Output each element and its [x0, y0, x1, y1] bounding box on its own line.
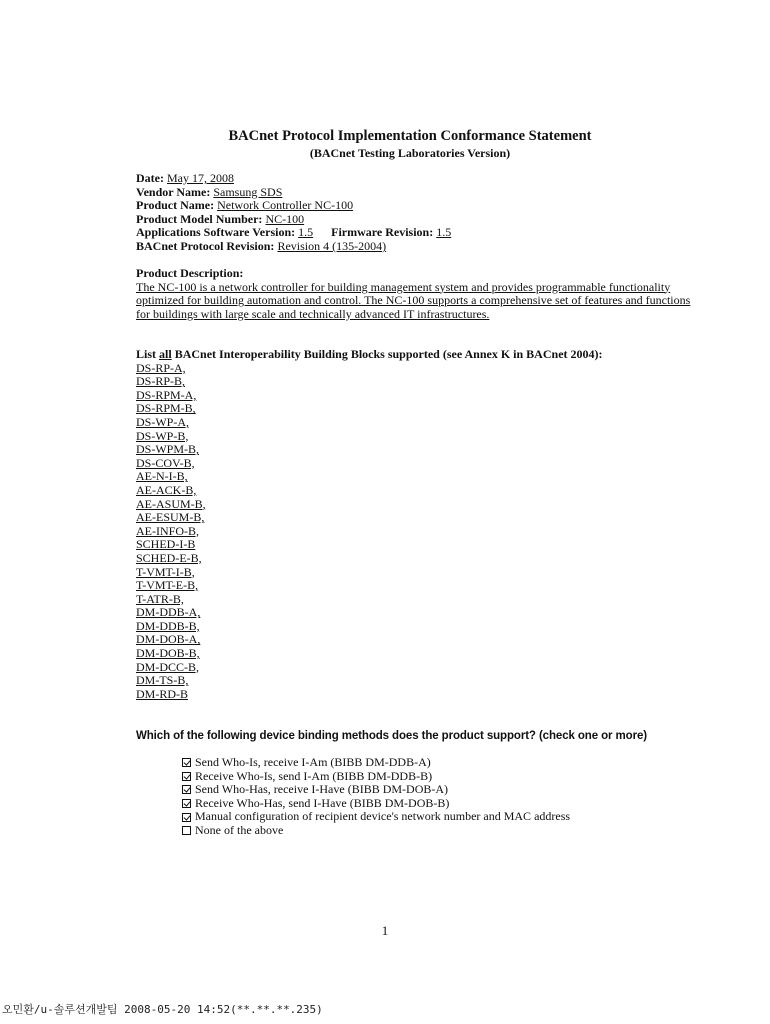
binding-option: [182, 770, 570, 784]
bibb-item: T-ATR-B,: [136, 591, 184, 606]
bibb-item: DS-COV-B,: [136, 455, 195, 470]
app-software-label: Applications Software Version:: [136, 225, 296, 240]
product-name-value: Network Controller NC-100: [217, 198, 354, 213]
bibbs-heading-suffix: BACnet Interoperability Building Blocks supported (see Annex K in BACnet 2004):: [171, 347, 603, 361]
bibb-item: DM-RD-B: [136, 686, 189, 701]
bibb-item: DS-WP-A,: [136, 414, 189, 429]
binding-option-label: None of the above: [195, 822, 284, 837]
binding-question: Which of the following device binding methods does the product support? (check one or more): [136, 730, 647, 742]
bibb-item: DS-RPM-A,: [136, 387, 197, 402]
protocol-revision-row: [136, 240, 451, 254]
bibb-item: T-VMT-E-B,: [136, 578, 199, 593]
protocol-revision-label: BACnet Protocol Revision:: [136, 238, 275, 253]
binding-option-label: Manual configuration of recipient device's network number and MAC address: [195, 809, 571, 824]
binding-option-label: Receive Who-Is, send I-Am (BIBB DM-DDB-B): [195, 768, 433, 783]
checked-checkbox-icon[interactable]: [182, 813, 191, 822]
header-info: [136, 172, 451, 254]
date-row: [136, 172, 451, 186]
bibbs-heading-prefix: List: [136, 347, 160, 361]
checked-checkbox-icon[interactable]: [182, 799, 191, 808]
bibb-item: SCHED-I-B: [136, 537, 196, 552]
bibb-item: DM-TS-B,: [136, 673, 189, 688]
binding-options: [182, 756, 570, 838]
bibbs-heading: [136, 348, 603, 362]
bibbs-heading-all: all: [159, 347, 172, 361]
bibb-item: T-VMT-I-B,: [136, 564, 195, 579]
app-software-value: 1.5: [298, 225, 314, 240]
vendor-label: Vendor Name:: [136, 184, 211, 199]
model-number-row: [136, 213, 451, 227]
firmware-value: 1.5: [436, 225, 452, 240]
software-firmware-row: [136, 226, 451, 240]
bibbs-section: [136, 348, 603, 701]
binding-option: [182, 783, 570, 797]
bibb-item: AE-INFO-B,: [136, 523, 199, 538]
vendor-value: Samsung SDS: [213, 184, 283, 199]
bibb-item: DS-RP-B,: [136, 374, 186, 389]
bibb-item: DM-DOB-A,: [136, 632, 201, 647]
checked-checkbox-icon[interactable]: [182, 772, 191, 781]
binding-option: [182, 810, 570, 824]
product-description: [136, 267, 696, 321]
date-value: May 17, 2008: [166, 171, 234, 185]
footer-stamp: 오민환/u-솔루션개발팀 2008-05-20 14:52(**.**.**.235): [2, 1003, 323, 1016]
bibb-item: AE-ASUM-B,: [136, 496, 206, 511]
bibb-item: DS-RP-A,: [136, 360, 186, 375]
protocol-revision-value: Revision 4 (135-2004): [277, 238, 387, 253]
bibb-item: DM-DDB-A,: [136, 605, 201, 620]
bibb-item: AE-ACK-B,: [136, 482, 197, 497]
binding-option-label: Receive Who-Has, send I-Have (BIBB DM-DOB-B): [195, 795, 450, 810]
bibb-item: SCHED-E-B,: [136, 550, 202, 565]
page-number: 1: [381, 923, 389, 938]
bibb-item: DS-RPM-B,: [136, 401, 196, 416]
checked-checkbox-icon[interactable]: [182, 785, 191, 794]
bibb-item: DM-DDB-B,: [136, 618, 200, 633]
checked-checkbox-icon[interactable]: [182, 758, 191, 767]
unchecked-checkbox-icon[interactable]: [182, 826, 191, 835]
bibb-item: AE-N-I-B,: [136, 469, 188, 484]
document-title: BACnet Protocol Implementation Conformance Statement: [228, 128, 592, 144]
product-description-label: Product Description:: [136, 266, 244, 280]
document-subtitle: (BACnet Testing Laboratories Version): [309, 146, 511, 160]
bibb-item: DM-DCC-B,: [136, 659, 200, 674]
model-number-label: Product Model Number:: [136, 211, 263, 226]
model-number-value: NC-100: [265, 211, 305, 226]
bibb-item: AE-ESUM-B,: [136, 510, 205, 525]
product-name-label: Product Name:: [136, 198, 215, 213]
product-name-row: [136, 199, 451, 213]
bibb-item: DS-WP-B,: [136, 428, 189, 443]
bibb-item: DS-WPM-B,: [136, 442, 200, 457]
binding-option: [182, 824, 570, 838]
binding-option-label: Send Who-Is, receive I-Am (BIBB DM-DDB-A): [195, 755, 431, 769]
date-label: Date:: [136, 171, 164, 185]
binding-option: [182, 797, 570, 811]
product-description-text: The NC-100 is a network controller for building management system and provides programmable functionality optimized for building automation and control. The NC-100 supports a comprehensive set of features and functions for buildings with large scale and technically advanced IT infrastructures.: [136, 279, 691, 321]
binding-option-label: Send Who-Has, receive I-Have (BIBB DM-DOB-A): [195, 782, 449, 797]
firmware-label: Firmware Revision:: [331, 225, 434, 240]
bibbs-list: [136, 362, 603, 702]
vendor-row: [136, 186, 451, 200]
binding-option: [182, 756, 570, 770]
bibb-item: DM-DOB-B,: [136, 646, 200, 661]
